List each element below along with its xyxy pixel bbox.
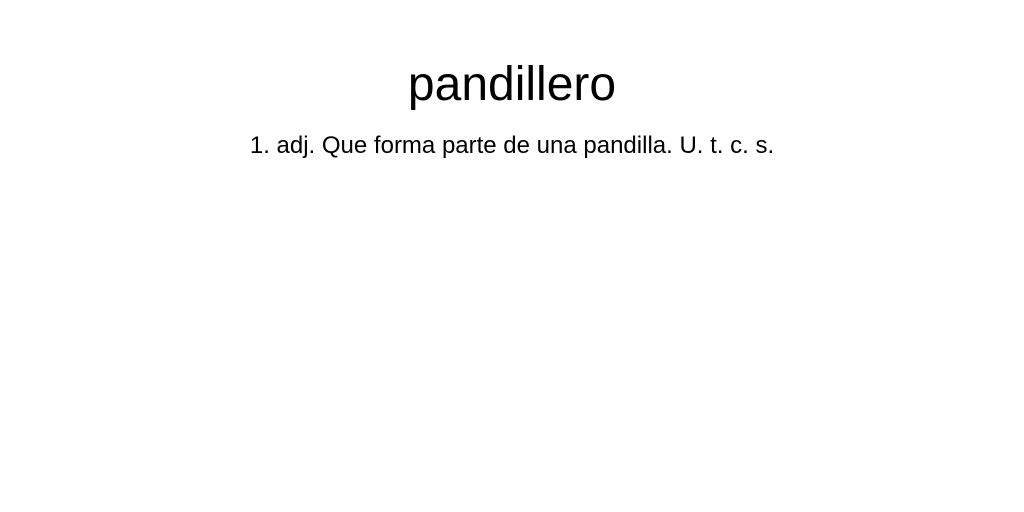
headword: pandillero <box>407 58 617 111</box>
definition: 1. adj. Que forma parte de una pandilla. U. t. c. s. <box>249 132 775 159</box>
